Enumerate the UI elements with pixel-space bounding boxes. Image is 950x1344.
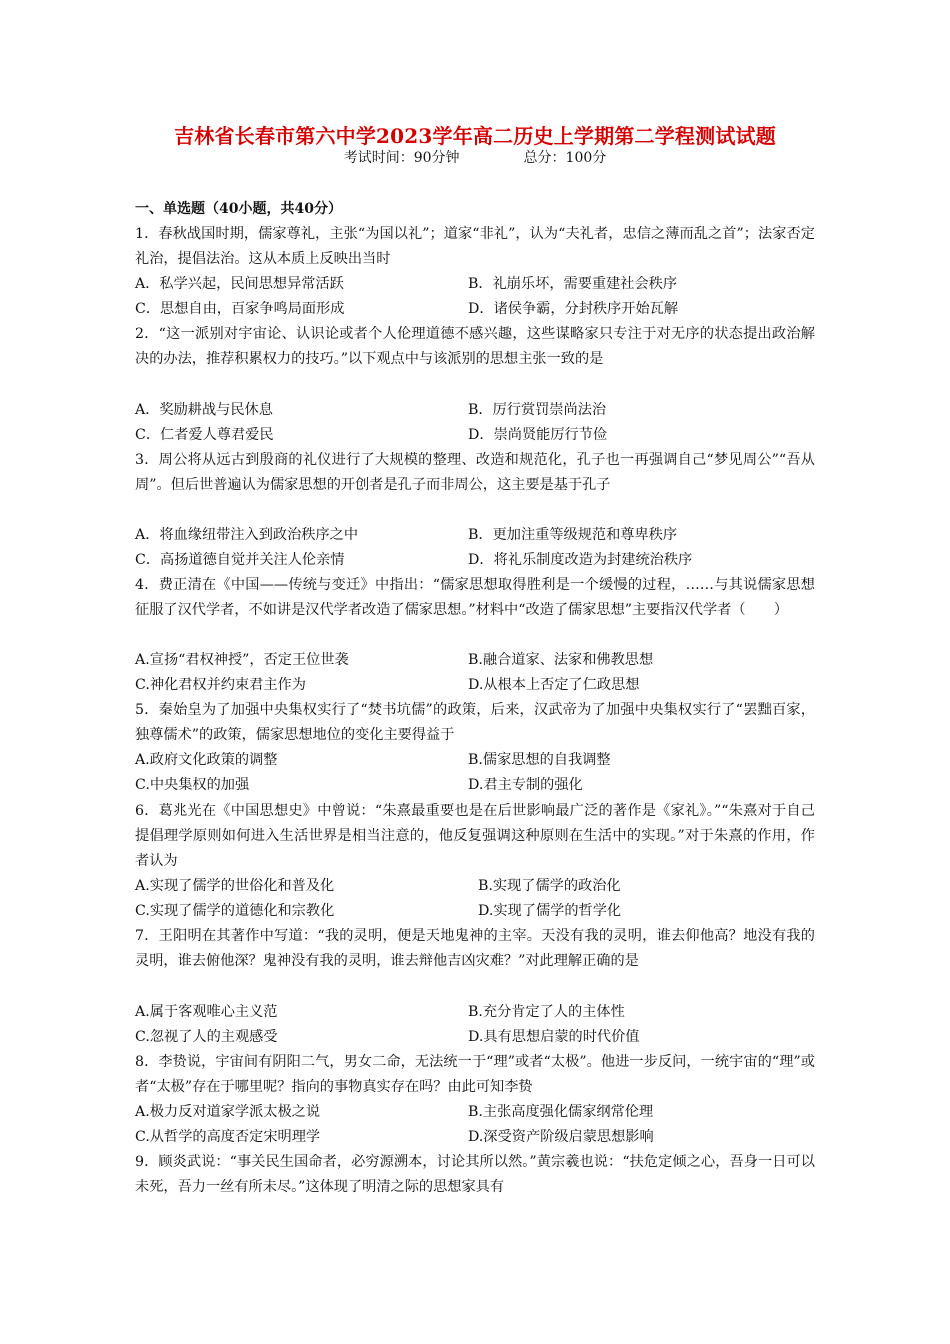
question-options	[135, 648, 815, 698]
option-c: C.神化君权并约束君主作为	[135, 677, 306, 694]
question-stem: 9．顾炎武说：“事关民生国命者，必穷源溯本，讨论其所以然。”黄宗羲也说：“扶危定倾之心，吾身一日可以未死，吾力一丝有所未尽。”这体现了明清之际的思想家具有	[135, 1154, 815, 1196]
option-b: B.主张高度强化儒家纲常伦理	[468, 1104, 654, 1120]
question-options	[135, 272, 815, 322]
option-c: C．思想自由，百家争鸣局面形成	[135, 301, 345, 318]
question-stem: 8．李贽说，宇宙间有阴阳二气，男女二命，无法统一于“理”或者“太极”。他进一步反问，一统宇宙的“理”或者“太极”存在于哪里呢？指向的事物真实存在吗？由此可知李贽	[135, 1054, 815, 1096]
option-d: D．崇尚贤能厉行节俭	[468, 427, 608, 444]
total-score: 总分：100分	[523, 150, 607, 166]
option-a: A．将血缘纽带注入到政治秩序之中	[135, 527, 359, 543]
question-stem: 7．王阳明在其著作中写道：“我的灵明，便是天地鬼神的主宰。天没有我的灵明，谁去仰他高？地没有我的灵明，谁去俯他深？鬼神没有我的灵明，谁去辩他吉凶灾难？”对此理解正确的是	[135, 928, 815, 970]
question-options	[135, 748, 815, 798]
option-d: D.君主专制的强化	[468, 777, 583, 794]
option-b: B.实现了儒学的政治化	[478, 878, 621, 894]
option-c: C．仁者爱人尊君爱民	[135, 427, 274, 444]
question-stem: 3．周公将从远古到殷商的礼仪进行了大规模的整理、改造和规范化，孔子也一再强调自己“梦见周公”“吾从周”。但后世普遍认为儒家思想的开创者是孔子而非周公，这主要是基于孔子	[135, 452, 815, 494]
question-stem: 5．秦始皇为了加强中央集权实行了“焚书坑儒”的政策，后来，汉武帝为了加强中央集权实行了“罢黜百家，独尊儒术”的政策，儒家思想地位的变化主要得益于	[135, 702, 815, 744]
option-c: C.从哲学的高度否定宋明理学	[135, 1129, 321, 1146]
option-d: D.实现了儒学的哲学化	[478, 903, 622, 920]
option-b: B.儒家思想的自我调整	[468, 752, 611, 768]
option-d: D.具有思想启蒙的时代价值	[468, 1029, 640, 1046]
option-a: A.实现了儒学的世俗化和普及化	[135, 878, 335, 894]
option-d: D.深受资产阶级启蒙思想影响	[468, 1129, 654, 1146]
question-stem: 1．春秋战国时期，儒家尊礼，主张“为国以礼”；道家“非礼”，认为“夫礼者，忠信之薄而乱之首”；法家否定礼治，提倡法治。这从本质上反映出当时	[135, 226, 815, 268]
question-options	[135, 398, 815, 448]
option-b: B．厉行赏罚崇尚法治	[468, 402, 607, 418]
question-options	[135, 1100, 815, 1150]
option-d: D.从根本上否定了仁政思想	[468, 677, 640, 694]
option-a: A．私学兴起，民间思想异常活跃	[135, 276, 344, 292]
section-heading: 一、单选题（40小题，共40分）	[135, 201, 342, 217]
question-options	[135, 874, 815, 924]
option-c: C．高扬道德自觉并关注人伦亲情	[135, 552, 345, 569]
option-b: B．更加注重等级规范和尊卑秩序	[468, 527, 678, 543]
option-b: B．礼崩乐坏，需要重建社会秩序	[468, 276, 678, 292]
question-options	[135, 523, 815, 573]
option-d: D．诸侯争霸，分封秩序开始瓦解	[468, 301, 679, 318]
option-b: B.充分肯定了人的主体性	[468, 1004, 625, 1020]
question-options	[135, 1000, 815, 1050]
option-b: B.融合道家、法家和佛教思想	[468, 652, 654, 668]
question-stem: 6．葛兆光在《中国思想史》中曾说：“朱熹最重要也是在后世影响最广泛的著作是《家礼》。”“朱熹对于自己提倡理学原则如何进入生活世界是相当注意的，他反复强调这种原则在生活中的实现。”对于朱熹的作用，作者认为	[135, 803, 815, 870]
option-a: A.政府文化政策的调整	[135, 752, 278, 768]
option-a: A．奖励耕战与民休息	[135, 402, 273, 418]
option-c: C.实现了儒学的道德化和宗教化	[135, 903, 335, 920]
question-stem: 4．费正清在《中国——传统与变迁》中指出：“儒家思想取得胜利是一个缓慢的过程，……与其说儒家思想征服了汉代学者，不如讲是汉代学者改造了儒家思想。”材料中“改造了儒家思想”主要指汉代学者（ ）	[135, 577, 815, 619]
option-c: C.忽视了人的主观感受	[135, 1029, 278, 1046]
option-a: A.属于客观唯心主义范	[135, 1004, 278, 1020]
option-a: A.极力反对道家学派太极之说	[135, 1104, 321, 1120]
question-stem: 2．“这一派别对宇宙论、认识论或者个人伦理道德不感兴趣，这些谋略家只专注于对无序的状态提出政治解决的办法，推荐积累权力的技巧。”以下观点中与该派别的思想主张一致的是	[135, 326, 815, 368]
option-d: D．将礼乐制度改造为封建统治秩序	[468, 552, 693, 569]
exam-time: 考试时间：90分钟	[343, 150, 460, 166]
option-c: C.中央集权的加强	[135, 777, 250, 794]
option-a: A.宣扬“君权神授”，否定王位世袭	[135, 652, 349, 668]
document-title: 吉林省长春市第六中学2023学年高二历史上学期第二学程测试试题	[174, 124, 776, 148]
exam-meta	[0, 149, 950, 167]
